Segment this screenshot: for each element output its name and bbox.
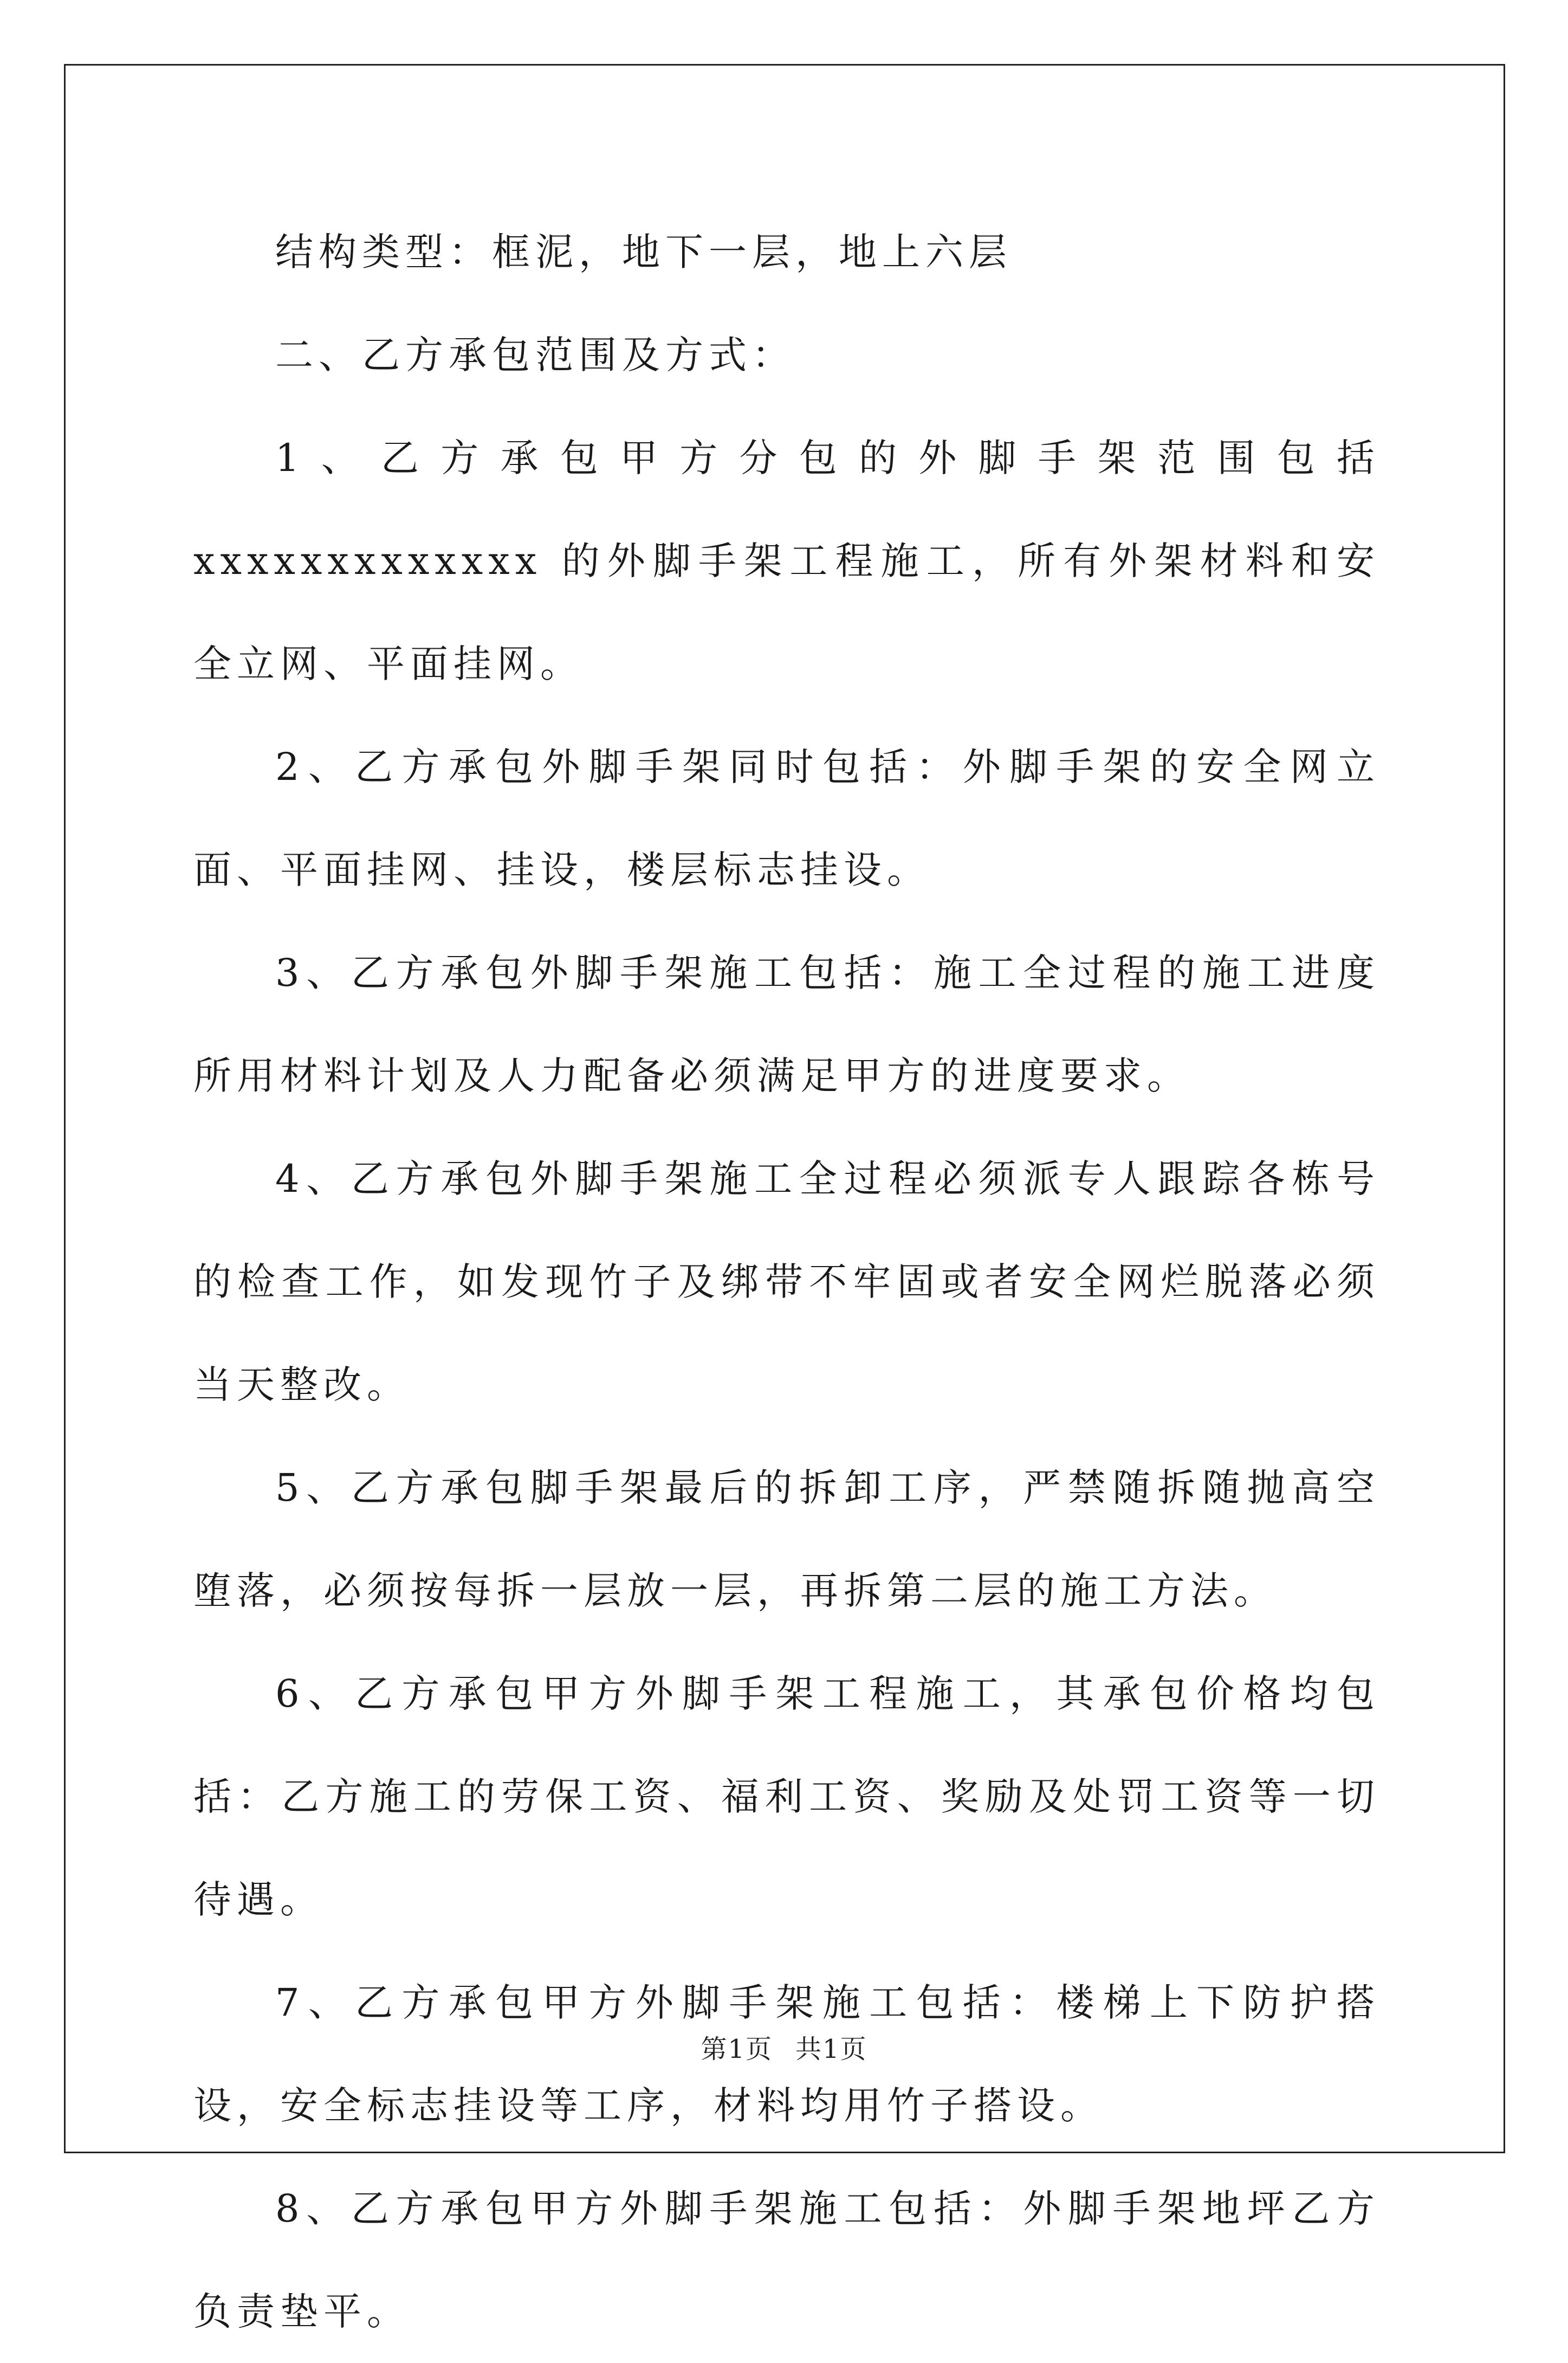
section-heading-scope: 二、乙方承包范围及方式：	[275, 333, 795, 377]
clause-3: 3、乙方承包外脚手架施工包括：施工全过程的施工进度所用材料计划及人力配备必须满足甲方的进度要求。	[193, 951, 1380, 1098]
clause-2: 2、乙方承包外脚手架同时包括：外脚手架的安全网立面、平面挂网、挂设，楼层标志挂设。	[193, 745, 1380, 892]
clause-4: 4、乙方承包外脚手架施工全过程必须派专人跟踪各栋号的检查工作，如发现竹子及绑带不牢固或者安全网烂脱落必须当天整改。	[193, 1157, 1380, 1407]
page-number: 第1页	[701, 2034, 773, 2064]
page-total: 共1页	[795, 2034, 867, 2064]
clause-8: 8、乙方承包甲方外脚手架施工包括：外脚手架地坪乙方负责垫平。	[193, 2186, 1380, 2334]
clause-7: 7、乙方承包甲方外脚手架施工包括：楼梯上下防护搭设，安全标志挂设等工序，材料均用竹子搭设。	[193, 1980, 1380, 2128]
page-footer	[0, 2028, 1568, 2065]
paragraph-structure-type: 结构类型：框泥，地下一层，地上六层	[275, 230, 1012, 274]
clause-5: 5、乙方承包脚手架最后的拆卸工序，严禁随拆随抛高空堕落，必须按每拆一层放一层，再拆第二层的施工方法。	[193, 1465, 1380, 1613]
clause-6: 6、乙方承包甲方外脚手架工程施工，其承包价格均包括：乙方施工的劳保工资、福利工资、奖励及处罚工资等一切待遇。	[193, 1671, 1380, 1922]
clause-1: 1、乙方承包甲方分包的外脚手架范围包括 xxxxxxxxxxxxx 的外脚手架工程施工，所有外架材料和安全立网、平面挂网。	[193, 436, 1380, 686]
